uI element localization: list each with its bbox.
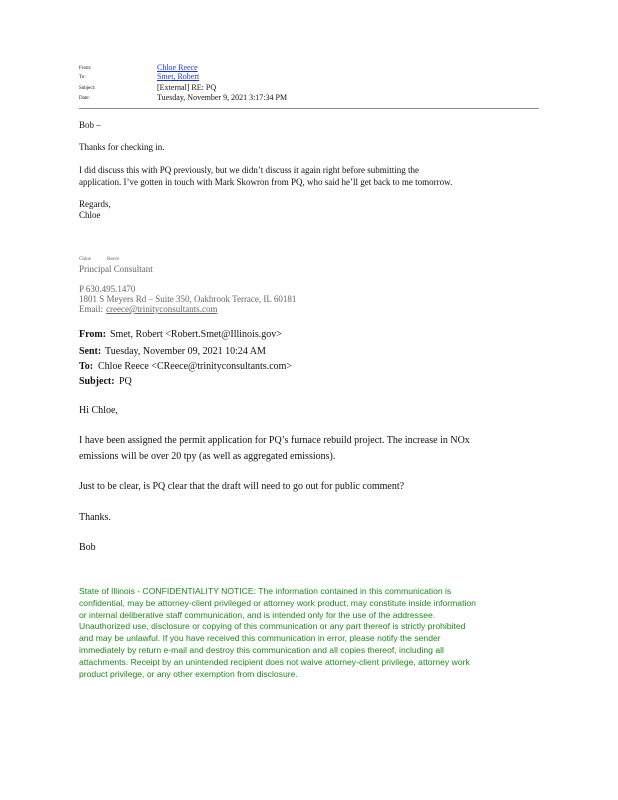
reply-paragraph-2-line-1: I did discuss this with PQ previously, but we didn’t discuss it again right before submitting the xyxy=(79,165,419,175)
notice-line: or internal deliberative staff communication, and is intended only for the use of the addressee. xyxy=(79,609,436,620)
header-divider xyxy=(79,108,539,109)
confidentiality-notice xyxy=(79,586,544,680)
reply-paragraph-1: Thanks for checking in. xyxy=(79,142,165,152)
notice-line: attachments. Receipt by an unintended recipient does not waive attorney-client privilege, attorney work xyxy=(79,656,470,667)
original-thanks: Thanks. xyxy=(79,512,111,523)
original-paragraph-2: Just to be clear, is PQ clear that the draft will need to go out for public comment? xyxy=(79,481,405,492)
reply-name: Chloe xyxy=(79,210,101,220)
notice-line: immediately by return e-mail and destroy this communication and all copies thereof, including all xyxy=(79,644,444,655)
original-sent-label: Sent: xyxy=(79,346,102,357)
original-signoff: Bob xyxy=(79,542,96,553)
original-to-value: Chloe Reece <CReece@trinityconsultants.com> xyxy=(98,361,293,372)
notice-line: confidential, may be attorney-client privileged or attorney work product, may constitute inside information xyxy=(79,597,476,608)
original-to-label: To: xyxy=(79,361,94,372)
original-sent-value: Tuesday, November 09, 2021 10:24 AM xyxy=(105,346,266,357)
signature-email-label: Email: xyxy=(79,304,103,314)
signature-last-name: Reece xyxy=(107,257,120,262)
original-from-label: From: xyxy=(79,329,107,340)
original-from-value: Smet, Robert <Robert.Smet@Illinois.gov> xyxy=(110,329,282,340)
signature-phone: P 630.495.1470 xyxy=(79,284,136,294)
original-subject-label: Subject: xyxy=(79,376,115,387)
date-label: Date: xyxy=(79,96,90,101)
to-value-link[interactable]: Smet, Robert xyxy=(157,72,200,81)
from-value-link[interactable]: Chloe Reece xyxy=(157,63,198,72)
original-subject-value: PQ xyxy=(119,376,132,387)
notice-line: product privilege, or any other exemption from disclosure. xyxy=(79,668,298,679)
original-paragraph-1-line-2: emissions will be over 20 tpy (as well as aggregated emissions). xyxy=(79,451,336,462)
to-label: To: xyxy=(79,75,86,80)
original-greeting: Hi Chloe, xyxy=(79,405,118,416)
subject-label: Subject: xyxy=(79,86,96,91)
notice-line: and may be unlawful. If you have received this communication in error, please notify the sender xyxy=(79,633,441,644)
original-paragraph-1-line-1: I have been assigned the permit application for PQ’s furnace rebuild project. The increase in NOx xyxy=(79,435,470,446)
reply-greeting: Bob – xyxy=(79,120,101,130)
subject-value: [External] RE: PQ xyxy=(157,83,217,92)
signature-address: 1801 S Meyers Rd – Suite 350, Oakbrook Terrace, IL 60181 xyxy=(79,294,297,304)
notice-line: State of Illinois - CONFIDENTIALITY NOTICE: The information contained in this communication is xyxy=(79,586,452,596)
signature-first-name: Chloe xyxy=(79,257,91,262)
notice-line: Unauthorized use, disclosure or copying of this communication or any part thereof is strictly prohibited xyxy=(79,621,466,632)
reply-paragraph-2-line-2: application. I’ve gotten in touch with Mark Skowron from PQ, who said he’ll get back to me tomorrow. xyxy=(79,177,453,187)
from-label: From: xyxy=(79,66,92,71)
signature-title: Principal Consultant xyxy=(79,264,153,274)
reply-regards: Regards, xyxy=(79,199,111,209)
date-value: Tuesday, November 9, 2021 3:17:34 PM xyxy=(157,93,288,102)
signature-email-link[interactable]: creece@trinityconsultants.com xyxy=(106,304,218,314)
